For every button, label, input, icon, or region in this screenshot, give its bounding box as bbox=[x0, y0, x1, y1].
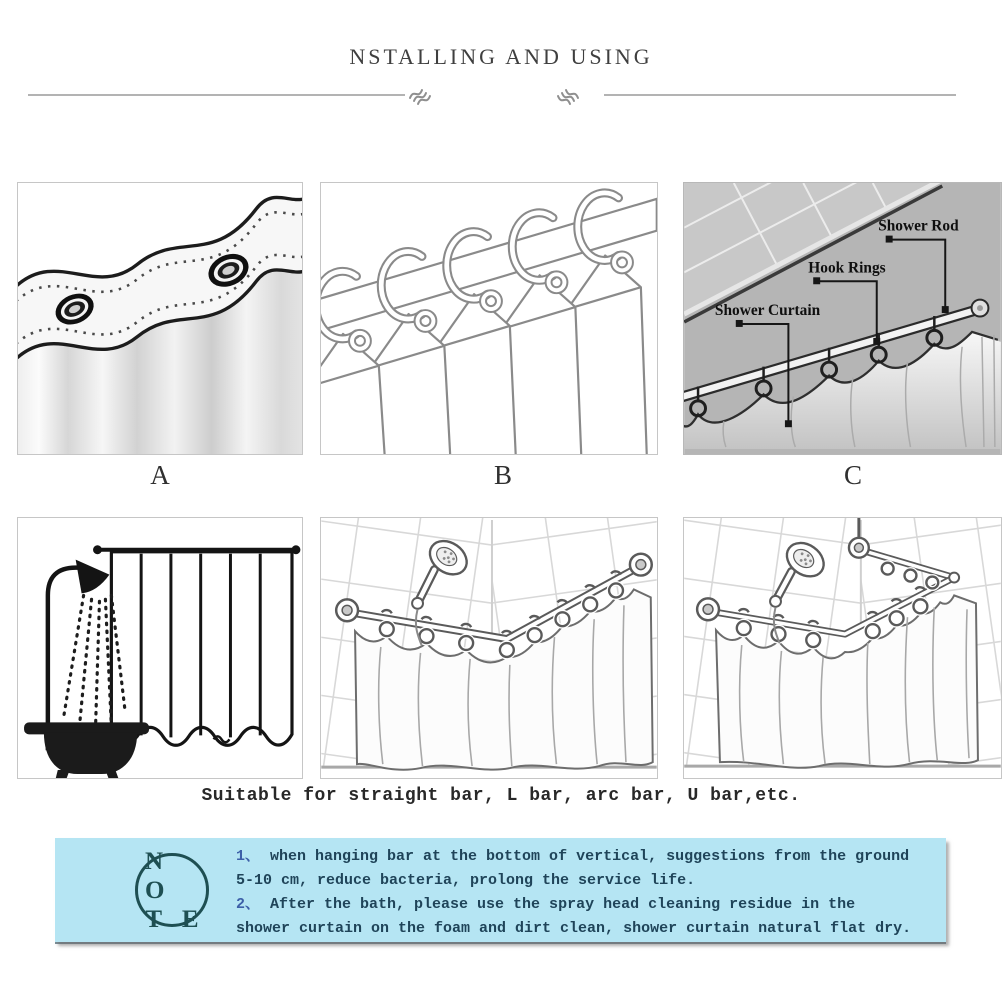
annotation-hook-rings: Hook Rings bbox=[808, 259, 886, 277]
panel-e-corner-rod bbox=[320, 517, 658, 779]
title-divider-ornament bbox=[0, 84, 1002, 106]
note-line bbox=[236, 869, 942, 893]
suitable-bars-text: Suitable for straight bar, L bar, arc bar, U bar,etc. bbox=[201, 786, 801, 806]
note-badge-row1: N O bbox=[145, 847, 172, 904]
note-line bbox=[236, 917, 942, 941]
shower-head-icon bbox=[76, 560, 110, 594]
panel-label-c: C bbox=[843, 460, 862, 490]
panel-b-hooks-on-rod bbox=[320, 182, 658, 455]
installed-rod-art bbox=[684, 183, 1001, 454]
curtain-hooks-art bbox=[321, 183, 657, 454]
note-line-text: shower curtain on the foam and dirt clean, shower curtain natural flat dry. bbox=[236, 920, 912, 937]
grommet-curtain-art bbox=[18, 183, 302, 454]
note-line bbox=[236, 845, 942, 869]
corner-rod-art bbox=[321, 518, 657, 778]
note-number: 1、 bbox=[236, 848, 261, 865]
annotation-shower-rod: Shower Rod bbox=[878, 217, 959, 235]
bathtub-icon bbox=[24, 722, 149, 778]
note-badge bbox=[135, 847, 209, 933]
page-title: NSTALLING AND USING bbox=[349, 44, 653, 69]
panel-c-installed-rod bbox=[683, 182, 1002, 455]
panel-f-u-rod bbox=[683, 517, 1002, 779]
note-line-text: 5-10 cm, reduce bacteria, prolong the service life. bbox=[236, 872, 696, 889]
note-number: 2、 bbox=[236, 896, 261, 913]
note-line bbox=[236, 893, 942, 917]
note-badge-row2: T E bbox=[145, 905, 206, 933]
note-line-text: when hanging bar at the bottom of vertical, suggestions from the ground bbox=[270, 848, 910, 865]
note-line-text: After the bath, please use the spray head cleaning residue in the bbox=[270, 896, 856, 913]
annotation-shower-curtain: Shower Curtain bbox=[714, 302, 821, 320]
squiggle-icon bbox=[410, 90, 578, 104]
panel-a-grommet-closeup bbox=[17, 182, 303, 455]
u-rod-art bbox=[684, 518, 1001, 778]
panel-d-bathtub-pictogram bbox=[17, 517, 303, 779]
panel-label-a: A bbox=[150, 460, 170, 490]
panel-label-b: B bbox=[493, 460, 512, 490]
bathtub-shower-art bbox=[18, 518, 302, 778]
note-box bbox=[55, 838, 946, 942]
note-text-block bbox=[236, 845, 942, 941]
